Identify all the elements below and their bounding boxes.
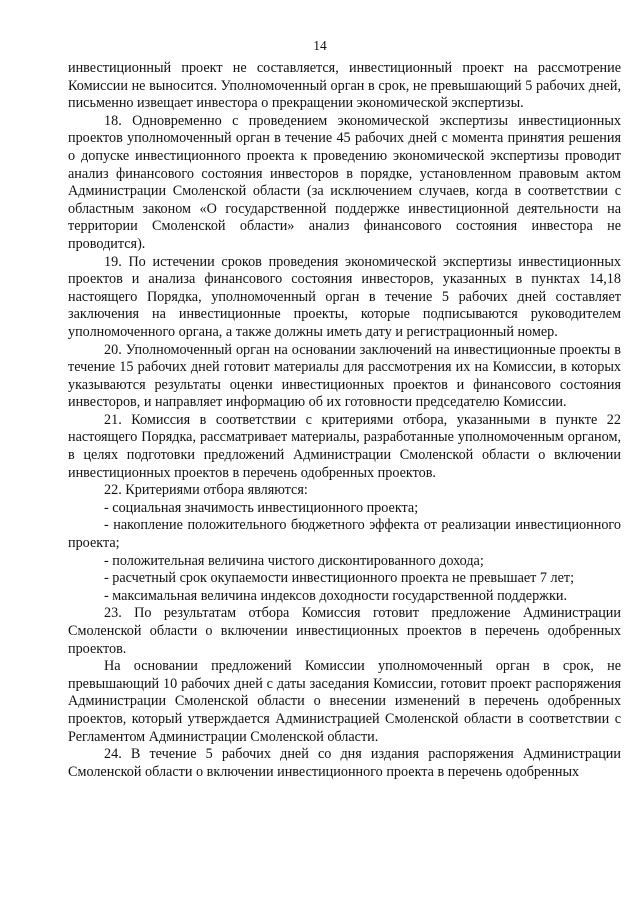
criteria-list [68,500,621,606]
criteria-item: - расчетный срок окупаемости инвестиционного проекта не превышает 7 лет; [104,570,575,587]
criteria-item: - максимальная величина индексов доходности государственной поддержки. [104,587,568,604]
paragraph-24: 24. В течение 5 рабочих дней со дня издания распоряжения Администрации Смоленской области о включении инвестиционного проекта в перечень одобренных [68,746,621,780]
paragraph-21: 21. Комиссия в соответствии с критериями отбора, указанными в пункте 22 настоящего Порядка, рассматривает материалы, разработанные уполномоченным органом, в целях подготовки предложений Администрации Смоленской области о включении инвестиционных проектов в перечень одобренных проектов. [68,411,621,481]
page-number: 14 [313,38,327,53]
criteria-item: - социальная значимость инвестиционного проекта; [104,499,419,516]
criteria-item: - положительная величина чистого дисконтированного дохода; [104,552,484,569]
paragraph-continuation: инвестиционный проект не составляется, инвестиционный проект на рассмотрение Комиссии не выносится. Уполномоченный орган в срок, не превышающий 5 рабочих дней, письменно извещает инвестора о прекращении экономической экспертизы. [68,60,621,112]
paragraph-23: 23. По результатам отбора Комиссия готовит предложение Администрации Смоленской области о включении инвестиционных проектов в перечень одобренных проектов. [68,605,621,657]
paragraph-23-continued: На основании предложений Комиссии уполномоченный орган в срок, не превышающий 10 рабочих дней с даты заседания Комиссии, готовит проект распоряжения Администрации Смоленской области о внесении изменений в перечень одобренных проектов, который утверждается Администрацией Смоленской области в соответствии с Регламентом Администрации Смоленской области. [68,658,621,745]
paragraph-22-heading: 22. Критериями отбора являются: [104,482,308,499]
paragraph-19: 19. По истечении сроков проведения экономической экспертизы инвестиционных проектов и анализа финансового состояния инвесторов, указанных в пунктах 14,18 настоящего Порядка, уполномоченный орган в течение 5 рабочих дней составляет заключения на инвестиционные проекты, которые подписываются руководителем уполномоченного органа, а также должны иметь дату и регистрационный номер. [68,253,621,340]
criteria-item: - накопление положительного бюджетного эффекта от реализации инвестиционного проекта; [68,517,621,552]
paragraph-20: 20. Уполномоченный орган на основании заключений на инвестиционные проекты в течение 15 рабочих дней готовит материалы для рассмотрения их на Комиссии, в которых указываются результаты оценки инвестиционных проектов и финансового состояния инвесторов, и направляет информацию об их готовности председателю Комиссии. [68,341,621,411]
document-body [68,60,621,781]
paragraph-18: 18. Одновременно с проведением экономической экспертизы инвестиционных проектов уполномоченный орган в течение 45 рабочих дней с момента принятия решения о допуске инвестиционного проекта к проведению экономической экспертизы проводит анализ финансового состояния инвесторов в порядке, установленном правовым актом Администрации Смоленской области (за исключением случаев, когда в соответствии с областным законом «О государственной поддержке инвестиционной деятельности на территории Смоленской области» анализ финансового состояния инвестора не проводится). [68,112,621,252]
